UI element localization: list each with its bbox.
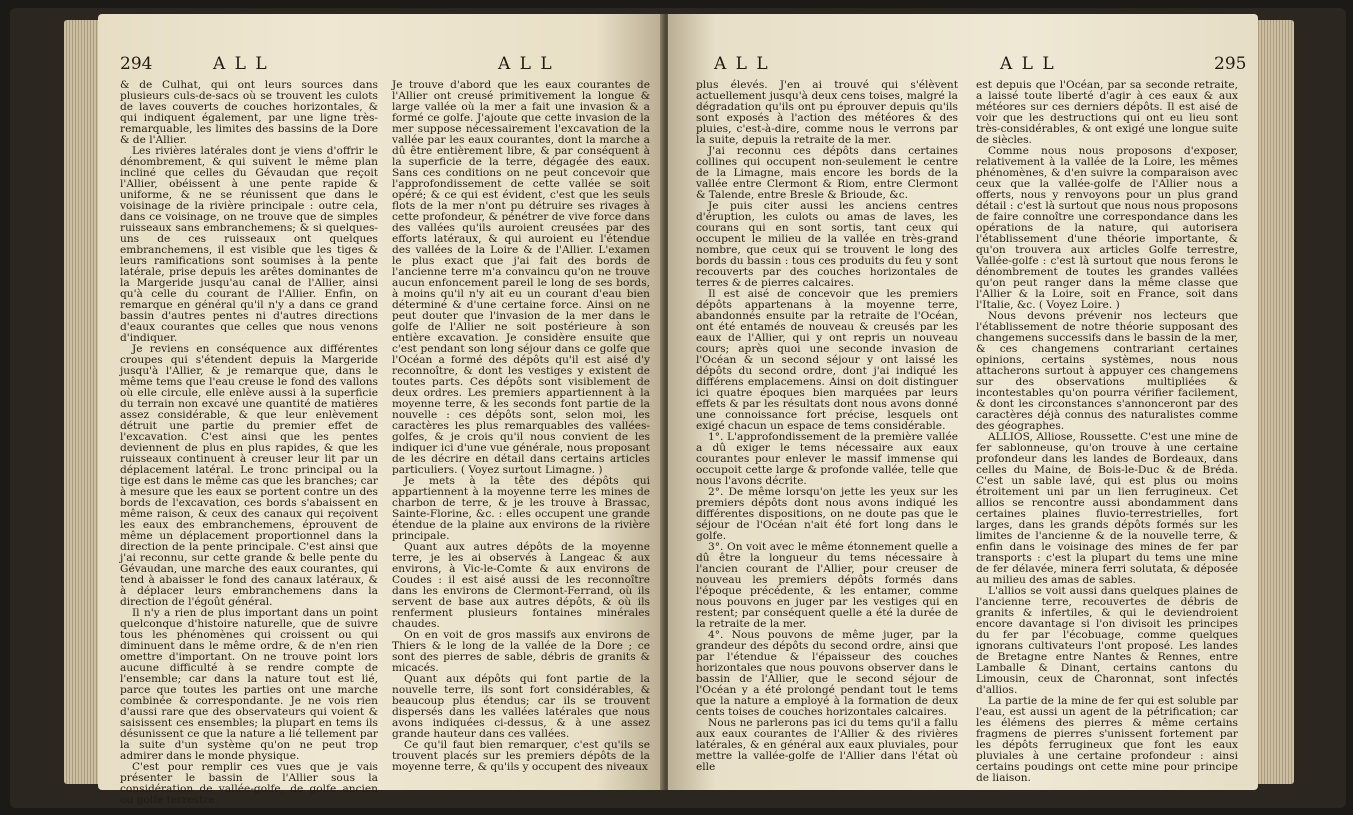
paragraph: est depuis que l'Océan, par sa seconde retraite, a laissé toute liberté d'agir à ces eaux & aux météores sur ces derniers dépôts. Il est aisé de voir que les destructions qui ont eu lieu sont très-considérables, & ont exigé une longue suite de siècles.	[976, 79, 1238, 146]
paragraph: Quant aux autres dépôts de la moyenne terre, je les ai observés à Langeac & aux environs, à Vic-le-Comte & aux environs de Coudes : il est aisé aussi de les reconnoître dans les environs de Clermont-Ferrand, où ils servent de base aux autres dépôts, & où ils renferment plusieurs fontaines minérales chaudes.	[392, 541, 650, 630]
paragraph: C'est pour remplir ces vues que je vais présenter le bassin de l'Allier sous la considération de vallée-golfe, de golfe ancien ou golfe terrestre.	[120, 761, 378, 806]
left-page-number: 294	[120, 54, 153, 74]
paragraph: 4°. Nous pouvons de même juger, par la grandeur des dépôts du second ordre, ainsi que par l'étendue & l'épaisseur des couches horizontales que nous pouvons observer dans le bassin de l'Allier, que le second séjour de l'Océan y a été prolongé pendant tout le tems que la nature a employé à la formation de deux cents toises de couches horizontales calcaires.	[696, 629, 958, 718]
paragraph: 3°. On voit avec le même étonnement quelle a dû être la longueur du tems nécessaire à l'ancien courant de l'Allier, pour creuser de nouveau les premiers dépôts formés dans l'époque précédente, & les entamer, comme nous pouvons en juger par les vestiges qui en restent; par conséquent quelle a été la durée de la retraite de la mer.	[696, 541, 958, 630]
paragraph: plus élevés. J'en ai trouvé qui s'élèvent actuellement jusqu'à deux cens toises, malgré la dégradation qu'ils ont pu éprouver depuis qu'ils sont exposés à l'action des météores & des pluies, c'est-à-dire, comme nous le verrons par la suite, depuis la retraite de la mer.	[696, 79, 958, 146]
paragraph: 1°. L'approfondissement de la première vallée a dû exiger le tems nécessaire aux eaux courantes pour enlever le massif immense qui occupoit cette large & profonde vallée, telle que nous l'avons décrite.	[696, 431, 958, 487]
paragraph: Je puis citer aussi les anciens centres d'éruption, les culots ou amas de laves, les courans qui en sont sortis, tant ceux qui occupent le milieu de la vallée en très-grand nombre, que ceux qui se trouvent le long des bords du bassin : tous ces produits du feu y sont recouverts par des couches horizontales de terres & de pierres calcaires.	[696, 200, 958, 289]
paragraph: & de Culhat, qui ont leurs sources dans plusieurs culs-de-sacs où se trouvent les culots de laves couverts de couches horizontales, & qui indiquent également, par une ligne très-remarquable, les limites des bassins de la Dore & de l'Allier.	[120, 79, 378, 146]
right-page	[668, 14, 1258, 790]
left-running-head: A L L	[213, 54, 269, 74]
right-column-1	[696, 80, 958, 773]
paragraph: Je mets à la tête des dépôts qui appartiennent à la moyenne terre les mines de charbon de terre, & je les trouve à Brassac, Sainte-Florine, &c. : elles occupent une grande étendue de la plaine aux environs de la rivière principale.	[392, 475, 650, 542]
paragraph: Il est aisé de concevoir que les premiers dépôts appartenans à la moyenne terre, abandonnés ensuite par la retraite de l'Océan, ont été entamés de nouveau & creusés par les eaux de l'Allier, qui y ont repris un nouveau cours; après quoi une seconde invasion de l'Océan & un second séjour y ont laissé les dépôts du second ordre, dont j'ai indiqué les différens emplacemens. Ainsi on doit distinguer ici quatre époques bien marquées par leurs effets & par les résultats dont nous avons donné une connoissance fort précise, lesquels ont exigé chacun un espace de tems considérable.	[696, 288, 958, 432]
paragraph: J'ai reconnu ces dépôts dans certaines collines qui occupent non-seulement le centre de la Limagne, mais encore les bords de la vallée entre Clermont & Riom, entre Clermont & Talende, entre Bresle & Brioude, &c.	[696, 145, 958, 201]
right-column-2	[976, 80, 1238, 784]
left-column-1	[120, 80, 378, 806]
left-column-2	[392, 80, 650, 773]
paragraph: L'allios se voit aussi dans quelques plaines de l'ancienne terre, recouvertes de débris de granits & infertiles, & qui le deviendroient encore davantage si l'on divisoit les principes du fer par l'écobuage, comme quelques ignorans cultivateurs l'ont proposé. Les landes de Bretagne entre Nantes & Rennes, entre Lamballe & Dinant, certains cantons du Limousin, ceux de Charonnat, sont infectés d'allios.	[976, 585, 1238, 696]
paragraph: Nous devons prévenir nos lecteurs que l'établissement de notre théorie supposant des changemens successifs dans le bassin de la mer, & ces changemens contrariant certaines opinions, certains systèmes, nous nous attacherons surtout à appuyer ces changemens sur des observations multipliées & incontestables qu'on pourra vérifier facilement, & dont les circonstances s'annonceront par des caractères déjà connus des naturalistes comme des géographes.	[976, 310, 1238, 432]
right-running-head: A L L	[714, 54, 770, 74]
paragraph: Les rivières latérales dont je viens d'offrir le dénombrement, & qui suivent le même plan incliné que celles du Gévaudan que reçoit l'Allier, obéissent à une pente rapide & uniforme, & ne se réunissent que dans le voisinage de la rivière principale : outre cela, dans ce voisinage, on ne trouve que de simples ruisseaux sans embranchemens; & si quelques-uns de ces ruisseaux ont quelques embranchemens, il est visible que les tiges & leurs ramifications sont soumises à la pente latérale, prise depuis les arêtes dominantes de la Margeride jusqu'au canal de l'Allier, ainsi qu'à celle du courant de l'Allier. Enfin, on remarque en général qu'il n'y a dans ce grand bassin d'autres pentes ni d'autres directions d'eaux courantes que celles que nous venons d'indiquer.	[120, 145, 378, 344]
paragraph: Il n'y a rien de plus important dans un point quelconque d'histoire naturelle, que de suivre tous les phénomènes qui croissent ou qui diminuent dans le même ordre, & de n'en rien omettre d'important. On ne trouve point lors aucune difficulté à se rendre compte de l'ensemble; car dans la nature tout est lié, parce que toutes les parties ont une marche combinée & correspondante. Je ne vois rien d'aussi rare que des observateurs qui voient & saisissent ces ensembles; la plupart en tems ils désunissent ce que la nature a lié tellement par la suite d'un système qu'on ne peut trop admirer dans le monde physique.	[120, 607, 378, 762]
left-running-head-center: A L L	[498, 54, 554, 74]
right-running-head-center: A L L	[1000, 54, 1056, 74]
paragraph: Quant aux dépôts qui font partie de la nouvelle terre, ils sont fort considérables, & beaucoup plus étendus; car ils se trouvent dispersés dans les vallées latérales que nous avons indiquées ci-dessus, & à une assez grande hauteur dans ces vallées.	[392, 673, 650, 740]
paragraph: 2°. De même lorsqu'on jette les yeux sur les premiers dépôts dont nous avons indiqué les différentes dispositions, on ne doute pas que le séjour de l'Océan n'ait été fort long dans le golfe.	[696, 486, 958, 542]
left-page-edges	[64, 20, 98, 784]
paragraph: La partie de la mine de fer qui est soluble par l'eau, est aussi un agent de la pétrification; car les élémens des pierres & même certains fragmens de pierres s'unissent fortement par les dépôts ferrugineux que font les eaux pluviales à une certaine profondeur : ainsi certains poudings ont cette mine pour principe de liaison.	[976, 695, 1238, 784]
paragraph: Comme nous nous proposons d'exposer, relativement à la vallée de la Loire, les mêmes phénomènes, & d'en suivre la comparaison avec ceux que la vallée-golfe de l'Allier nous a offerts, nous y renvoyons pour un plus grand détail : c'est là surtout que nous nous proposons de faire connoître une correspondance dans les opérations de la nature, qui autorisera l'établissement d'une théorie importante, & qu'on trouvera aux articles Golfe terrestre, Vallée-golfe : c'est là surtout que nous ferons le dénombrement de toutes les grandes vallées qu'on peut ranger dans la même classe que l'Allier & la Loire, soit en France, soit dans l'Italie, &c. ( Voyez Loire. )	[976, 145, 1238, 311]
paragraph: Ce qu'il faut bien remarquer, c'est qu'ils se trouvent placés sur les premiers dépôts de la moyenne terre, & qu'ils y occupent des niveaux	[392, 739, 650, 773]
paragraph: Je trouve d'abord que les eaux courantes de l'Allier ont creusé primitivement la longue & large vallée où la mer a fait une invasion & a formé ce golfe. J'ajoute que cette invasion de la mer suppose nécessairement l'excavation de la vallée par les eaux courantes, dont la marche a dû être entièrement libre, & par conséquent à la superficie de la terre, dégagée des eaux. Sans ces conditions on ne peut concevoir que l'approfondissement de cette vallée se soit opéré; & ce qui est évident, c'est que les seuls flots de la mer n'ont pu détruire ses rivages à cette profondeur, & pénétrer de vive force dans des vallées qu'ils auroient creusées par des efforts latéraux, & qui auroient eu l'étendue des vallées de la Loire & de l'Allier. L'examen le plus exact que j'ai fait des bords de l'ancienne terre m'a convaincu qu'on ne trouve aucun enfoncement pareil le long de ses bords, à moins qu'il n'y ait eu un courant d'eau bien déterminé & d'une certaine force. Ainsi on ne peut douter que l'invasion de la mer dans le golfe de l'Allier ne soit postérieure à son entière excavation. Je considère ensuite que c'est pendant son long séjour dans ce golfe que l'Océan a formé des dépôts qu'il est aisé d'y reconnoître, & dont les vestiges y existent de toutes parts. Ces dépôts sont visiblement de deux ordres. Les premiers appartiennent à la moyenne terre, & les seconds font partie de la nouvelle : ces dépôts sont, selon moi, les caractères les plus remarquables des vallées-golfes, & je crois qu'il nous convient de les indiquer ici d'une vue générale, nous proposant de les décrire en détail dans certains articles particuliers. ( Voyez surtout Limagne. )	[392, 79, 650, 476]
paragraph: On en voit de gros massifs aux environs de Thiers & le long de la vallée de la Dore ; ce sont des pierres de sable, débris de granits & micacés.	[392, 629, 650, 674]
right-page-edges	[1258, 20, 1294, 784]
paragraph: Nous ne parlerons pas ici du tems qu'il a fallu aux eaux courantes de l'Allier & des rivières latérales, & en général aux eaux pluviales, pour mettre la vallée-golfe de l'Allier dans l'état où elle	[696, 717, 958, 773]
paragraph: ALLIOS, Alliose, Roussette. C'est une mine de fer sablonneuse, qu'on trouve à une certaine profondeur dans les landes de Bordeaux, dans celles du Maine, de Bois-le-Duc & de Bréda. C'est un sable lavé, qui est plus ou moins étroitement uni par un lien ferrugineux. Cet allios se rencontre aussi abondamment dans certaines plaines fluvio-terrestrielles, fort larges, dans les grands dépôts formés sur les limites de l'ancienne & de la nouvelle terre, & enfin dans le voisinage des mines de fer par transports : c'est la plupart du tems une mine de fer délavée, minera ferri solutata, & déposée au milieu des amas de sables.	[976, 431, 1238, 586]
left-page	[98, 14, 664, 806]
right-page-number: 295	[1214, 54, 1247, 74]
paragraph: Je reviens en conséquence aux différentes croupes qui s'étendent depuis la Margeride jusqu'à l'Allier, & je remarque que, dans le même tems que l'eau creuse le fond des vallons où elle circule, elle enlève aussi à la superficie du terrain non excavé une quantité de matières assez considérable, & que leur enlèvement détruit une partie du premier effet de l'excavation. C'est ainsi que les pentes deviennent de plus en plus rapides, & que les ruisseaux continuent à creuser leur lit par un déplacement latéral. Le tronc principal ou la tige est dans le même cas que les branches; car à mesure que les eaux se portent contre un des bords de l'excavation, ces bords s'abaissent en même raison, & ceux des canaux qui reçoivent les eaux des embranchemens, éprouvent de même un déplacement proportionnel dans la direction de la pente principale. C'est ainsi que j'ai reconnu, sur cette grande & belle pente du Gévaudan, une marche des eaux courantes, qui tend à abaisser le fond des canaux latéraux, & à déplacer leurs embranchemens dans la direction de l'égoût général.	[120, 343, 378, 608]
